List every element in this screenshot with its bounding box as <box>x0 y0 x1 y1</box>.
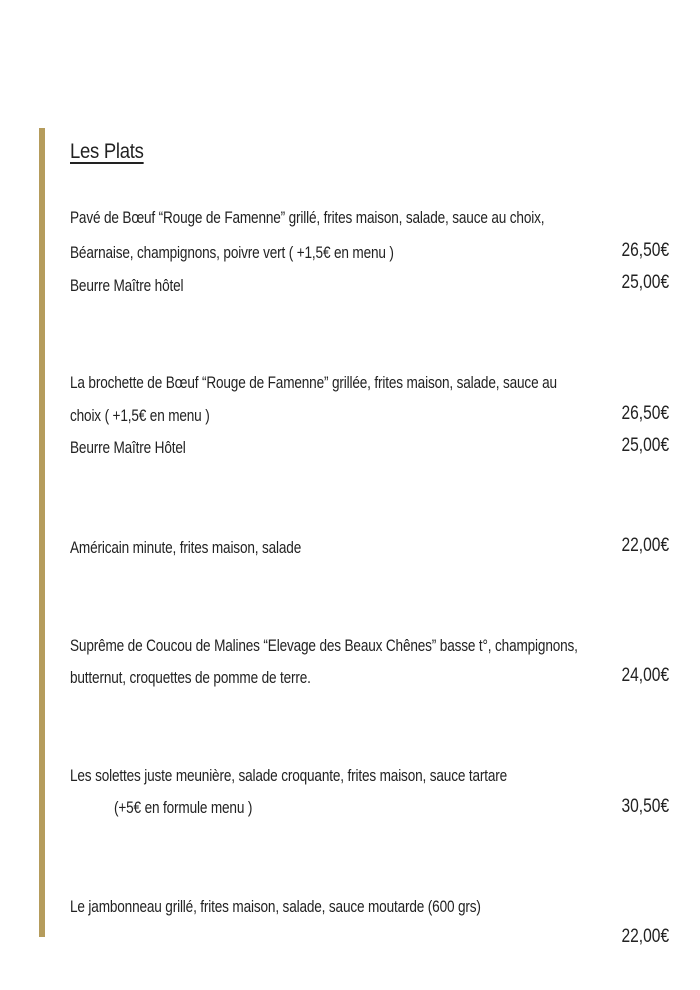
menu-item-price: 26,50€ <box>621 403 669 424</box>
menu-item-line: La brochette de Bœuf “Rouge de Famenne” grillée, frites maison, salade, sauce au <box>70 373 557 392</box>
menu-item-line: butternut, croquettes de pomme de terre. <box>70 668 311 687</box>
menu-item-line: Beurre Maître hôtel <box>70 276 184 295</box>
menu-item-line: Pavé de Bœuf “Rouge de Famenne” grillé, frites maison, salade, sauce au choix, <box>70 208 545 227</box>
menu-item-price: 24,00€ <box>621 665 669 686</box>
menu-item-price: 22,00€ <box>621 535 669 556</box>
menu-item-line: (+5€ en formule menu ) <box>114 798 253 817</box>
menu-item-line: Le jambonneau grillé, frites maison, salade, sauce moutarde (600 grs) <box>70 897 481 916</box>
menu-item-line: choix ( +1,5€ en menu ) <box>70 406 210 425</box>
menu-item-line: Suprême de Coucou de Malines “Elevage des Beaux Chênes” basse t°, champignons, <box>70 636 578 655</box>
menu-item-line: Béarnaise, champignons, poivre vert ( +1,5€ en menu ) <box>70 243 394 262</box>
menu-item-price: 26,50€ <box>621 240 669 261</box>
menu-item-price: 22,00€ <box>621 926 669 947</box>
menu-item-price: 25,00€ <box>621 435 669 456</box>
menu-item-price: 25,00€ <box>621 272 669 293</box>
menu-item-price: 30,50€ <box>621 796 669 817</box>
menu-item-line: Les solettes juste meunière, salade croquante, frites maison, sauce tartare <box>70 766 508 785</box>
section-title: Les Plats <box>70 140 144 163</box>
menu-item-line: Américain minute, frites maison, salade <box>70 538 302 557</box>
decorative-gold-bar <box>39 128 45 937</box>
menu-item-line: Beurre Maître Hôtel <box>70 438 186 457</box>
